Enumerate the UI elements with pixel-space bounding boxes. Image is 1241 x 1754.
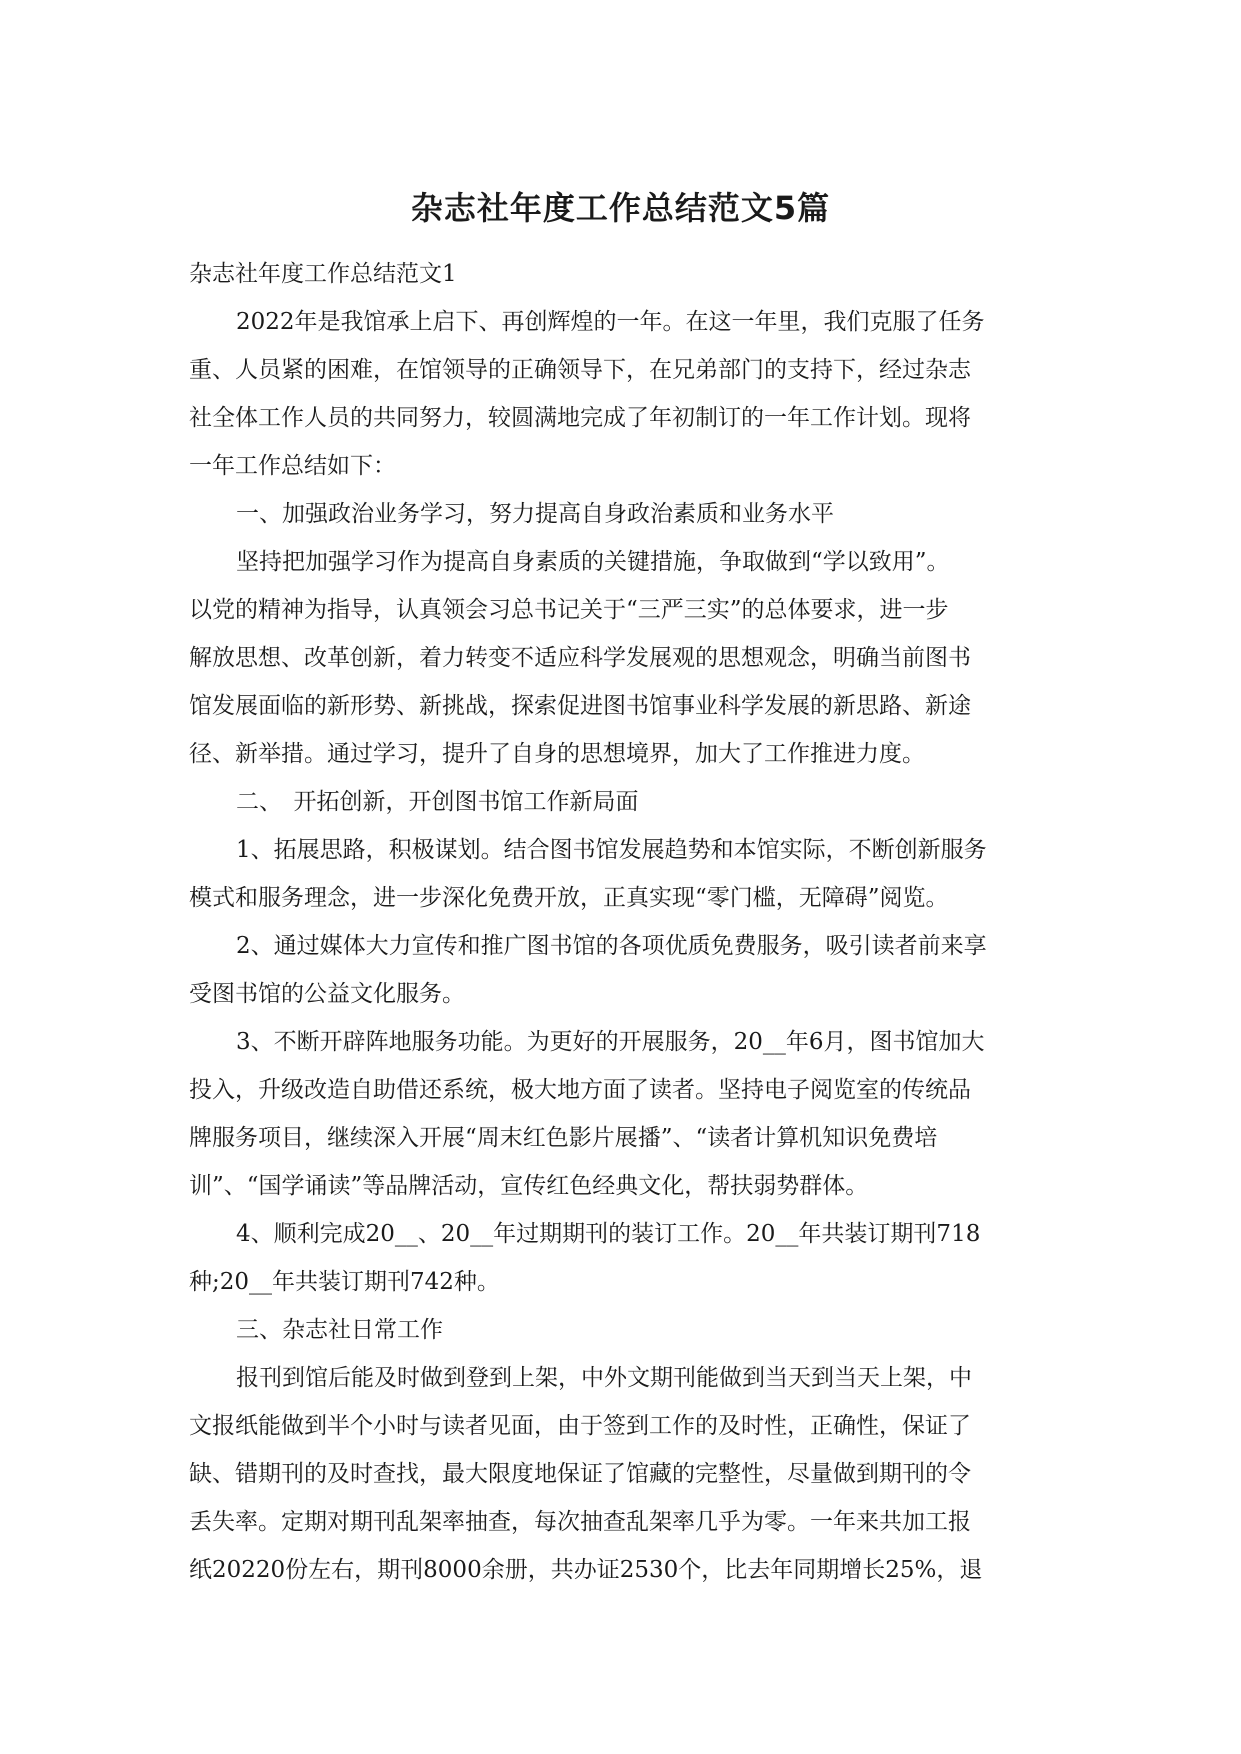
paragraph-line: 牌服务项目，继续深入开展“周末红色影片展播”、“读者计算机知识免费培 (189, 1125, 938, 1151)
paragraph-line: 2、通过媒体大力宣传和推广图书馆的各项优质免费服务，吸引读者前来享 (236, 933, 987, 959)
paragraph-line: 文报纸能做到半个小时与读者见面，由于签到工作的及时性，正确性，保证了 (189, 1413, 971, 1439)
paragraph-line: 4、顺利完成20__、20__年过期期刊的装订工作。20__年共装订期刊718 (236, 1221, 981, 1247)
paragraph-line: 纸20220份左右，期刊8000余册，共办证2530个，比去年同期增长25%，退 (189, 1557, 983, 1583)
paragraph-line: 投入，升级改造自助借还系统，极大地方面了读者。坚持电子阅览室的传统品 (189, 1077, 971, 1103)
paragraph-line: 种;20__年共装订期刊742种。 (189, 1269, 500, 1295)
paragraph-line: 径、新举措。通过学习，提升了自身的思想境界，加大了工作推进力度。 (189, 741, 925, 767)
document-title: 杂志社年度工作总结范文5篇 (410, 189, 831, 227)
paragraph-line: 以党的精神为指导，认真领会习总书记关于“三严三实”的总体要求，进一步 (189, 597, 949, 623)
paragraph-line: 坚持把加强学习作为提高自身素质的关键措施，争取做到“学以致用”。 (236, 549, 950, 575)
paragraph-line: 模式和服务理念，进一步深化免费开放，正真实现“零门槛，无障碍”阅览。 (189, 885, 949, 911)
paragraph-line: 重、人员紧的困难，在馆领导的正确领导下，在兄弟部门的支持下，经过杂志 (189, 357, 971, 383)
paragraph-line: 2022年是我馆承上启下、再创辉煌的一年。在这一年里，我们克服了任务 (236, 309, 985, 335)
paragraph-line: 训”、“国学诵读”等品牌活动，宣传红色经典文化，帮扶弱势群体。 (189, 1173, 869, 1199)
paragraph-line: 丢失率。定期对期刊乱架率抽查，每次抽查乱架率几乎为零。一年来共加工报 (189, 1509, 971, 1535)
paragraph-line: 馆发展面临的新形势、新挑战，探索促进图书馆事业科学发展的新思路、新途 (189, 693, 971, 719)
paragraph-line: 社全体工作人员的共同努力，较圆满地完成了年初制订的一年工作计划。现将 (189, 405, 971, 431)
paragraph-line: 一年工作总结如下： (189, 453, 396, 479)
section-heading: 杂志社年度工作总结范文1 (189, 261, 457, 287)
subheading: 二、 开拓创新，开创图书馆工作新局面 (236, 789, 639, 815)
paragraph-line: 3、不断开辟阵地服务功能。为更好的开展服务，20__年6月，图书馆加大 (236, 1029, 985, 1055)
subheading: 一、加强政治业务学习，努力提高自身政治素质和业务水平 (236, 501, 834, 527)
paragraph-line: 受图书馆的公益文化服务。 (189, 981, 465, 1007)
subheading: 三、杂志社日常工作 (236, 1317, 443, 1343)
paragraph-line: 解放思想、改革创新，着力转变不适应科学发展观的思想观念，明确当前图书 (189, 645, 971, 671)
paragraph-line: 1、拓展思路，积极谋划。结合图书馆发展趋势和本馆实际，不断创新服务 (236, 837, 987, 863)
paragraph-line: 缺、错期刊的及时查找，最大限度地保证了馆藏的完整性，尽量做到期刊的令 (189, 1461, 971, 1487)
paragraph-line: 报刊到馆后能及时做到登到上架，中外文期刊能做到当天到当天上架，中 (236, 1365, 972, 1391)
